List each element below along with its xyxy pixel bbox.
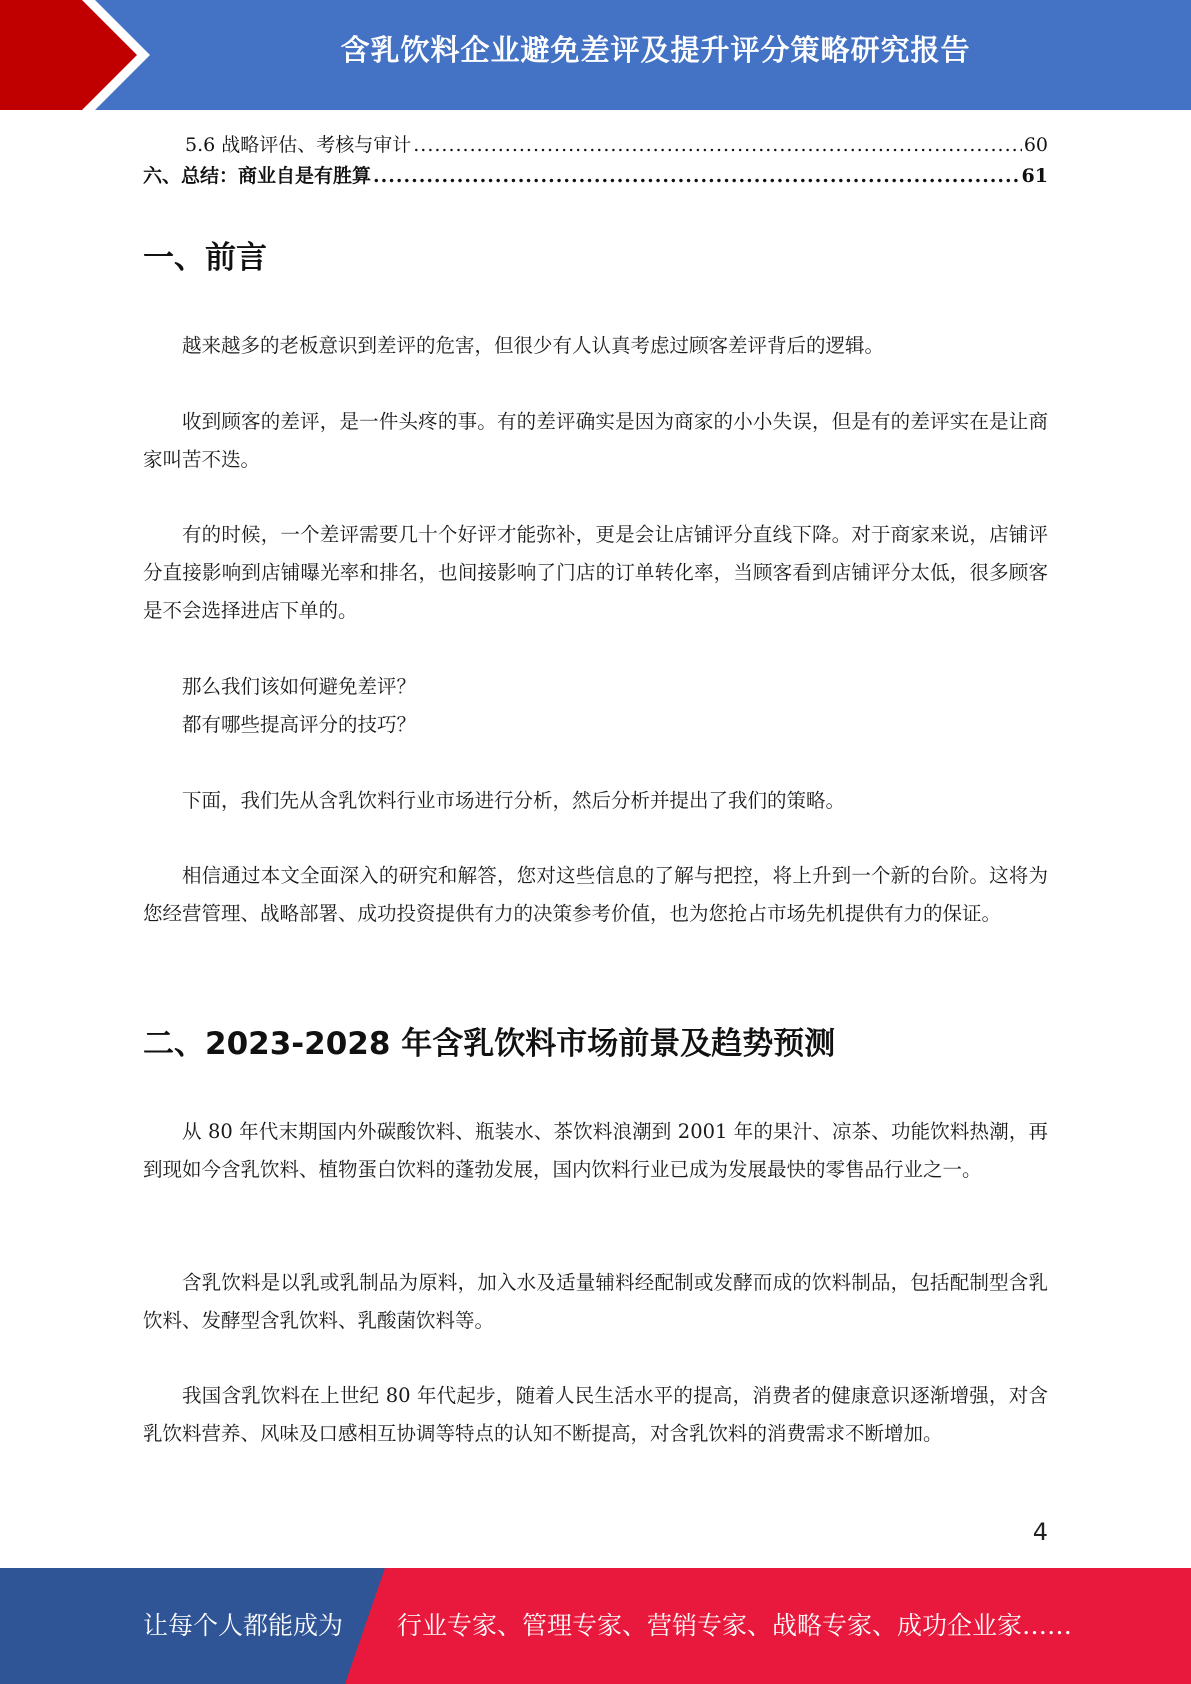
footer-slogan-right: 行业专家、管理专家、营销专家、战略专家、成功企业家…… xyxy=(397,1611,1073,1640)
section-heading: 一、前言 xyxy=(143,240,267,276)
paragraph: 含乳饮料是以乳或乳制品为原料，加入水及适量辅料经配制或发酵而成的饮料制品，包括配制型含乳饮料、发酵型含乳饮料、乳酸菌饮料等。 xyxy=(143,1271,1048,1332)
page-header xyxy=(0,0,1191,110)
paragraph: 收到顾客的差评，是一件头疼的事。有的差评确实是因为商家的小小失误，但是有的差评实在是让商家叫苦不迭。 xyxy=(143,410,1048,471)
paragraph: 相信通过本文全面深入的研究和解答，您对这些信息的了解与把控，将上升到一个新的台阶。这将为您经营管理、战略部署、成功投资提供有力的决策参考价值，也为您抢占市场先机提供有力的保证。 xyxy=(143,864,1048,925)
paragraph: 越来越多的老板意识到差评的危害，但很少有人认真考虑过顾客差评背后的逻辑。 xyxy=(182,334,885,357)
toc-leader-dots xyxy=(373,165,1020,187)
paragraph: 下面，我们先从含乳饮料行业市场进行分析，然后分析并提出了我们的策略。 xyxy=(182,789,846,812)
document-title: 含乳饮料企业避免差评及提升评分策略研究报告 xyxy=(340,33,971,67)
paragraph: 从 80 年代末期国内外碳酸饮料、瓶装水、茶饮料浪潮到 2001 年的果汁、凉茶、功能饮料热潮，再到现如今含乳饮料、植物蛋白饮料的蓬勃发展，国内饮料行业已成为发展最快的零售品行业之一。 xyxy=(143,1120,1048,1181)
toc-entry-page: 60 xyxy=(1023,134,1048,156)
toc-entry-page: 61 xyxy=(1021,165,1048,187)
page-number: 4 xyxy=(1032,1518,1048,1546)
toc-entry-label: 5.6 战略评估、考核与审计 xyxy=(185,134,412,156)
paragraph: 我国含乳饮料在上世纪 80 年代起步，随着人民生活水平的提高，消费者的健康意识逐渐增强，对含乳饮料营养、风味及口感相互协调等特点的认知不断提高，对含乳饮料的消费需求不断增加。 xyxy=(143,1384,1048,1445)
toc-entry-label: 六、总结：商业自是有胜算 xyxy=(143,165,372,187)
paragraph: 那么我们该如何避免差评？ xyxy=(182,675,417,698)
toc-leader-dots xyxy=(413,134,1022,156)
paragraph: 有的时候，一个差评需要几十个好评才能弥补，更是会让店铺评分直线下降。对于商家来说，店铺评分直接影响到店铺曝光率和排名，也间接影响了门店的订单转化率，当顾客看到店铺评分太低，很多顾客是不会选择进店下单的。 xyxy=(143,523,1048,622)
section-heading: 二、2023-2028 年含乳饮料市场前景及趋势预测 xyxy=(143,1026,836,1062)
page-footer xyxy=(0,1568,1191,1684)
paragraph: 都有哪些提高评分的技巧？ xyxy=(182,713,417,736)
header-arrow-decoration xyxy=(0,0,150,110)
footer-slogan-left: 让每个人都能成为 xyxy=(143,1611,344,1640)
toc-entry[interactable] xyxy=(143,161,1048,188)
toc-entry[interactable] xyxy=(143,130,1048,157)
